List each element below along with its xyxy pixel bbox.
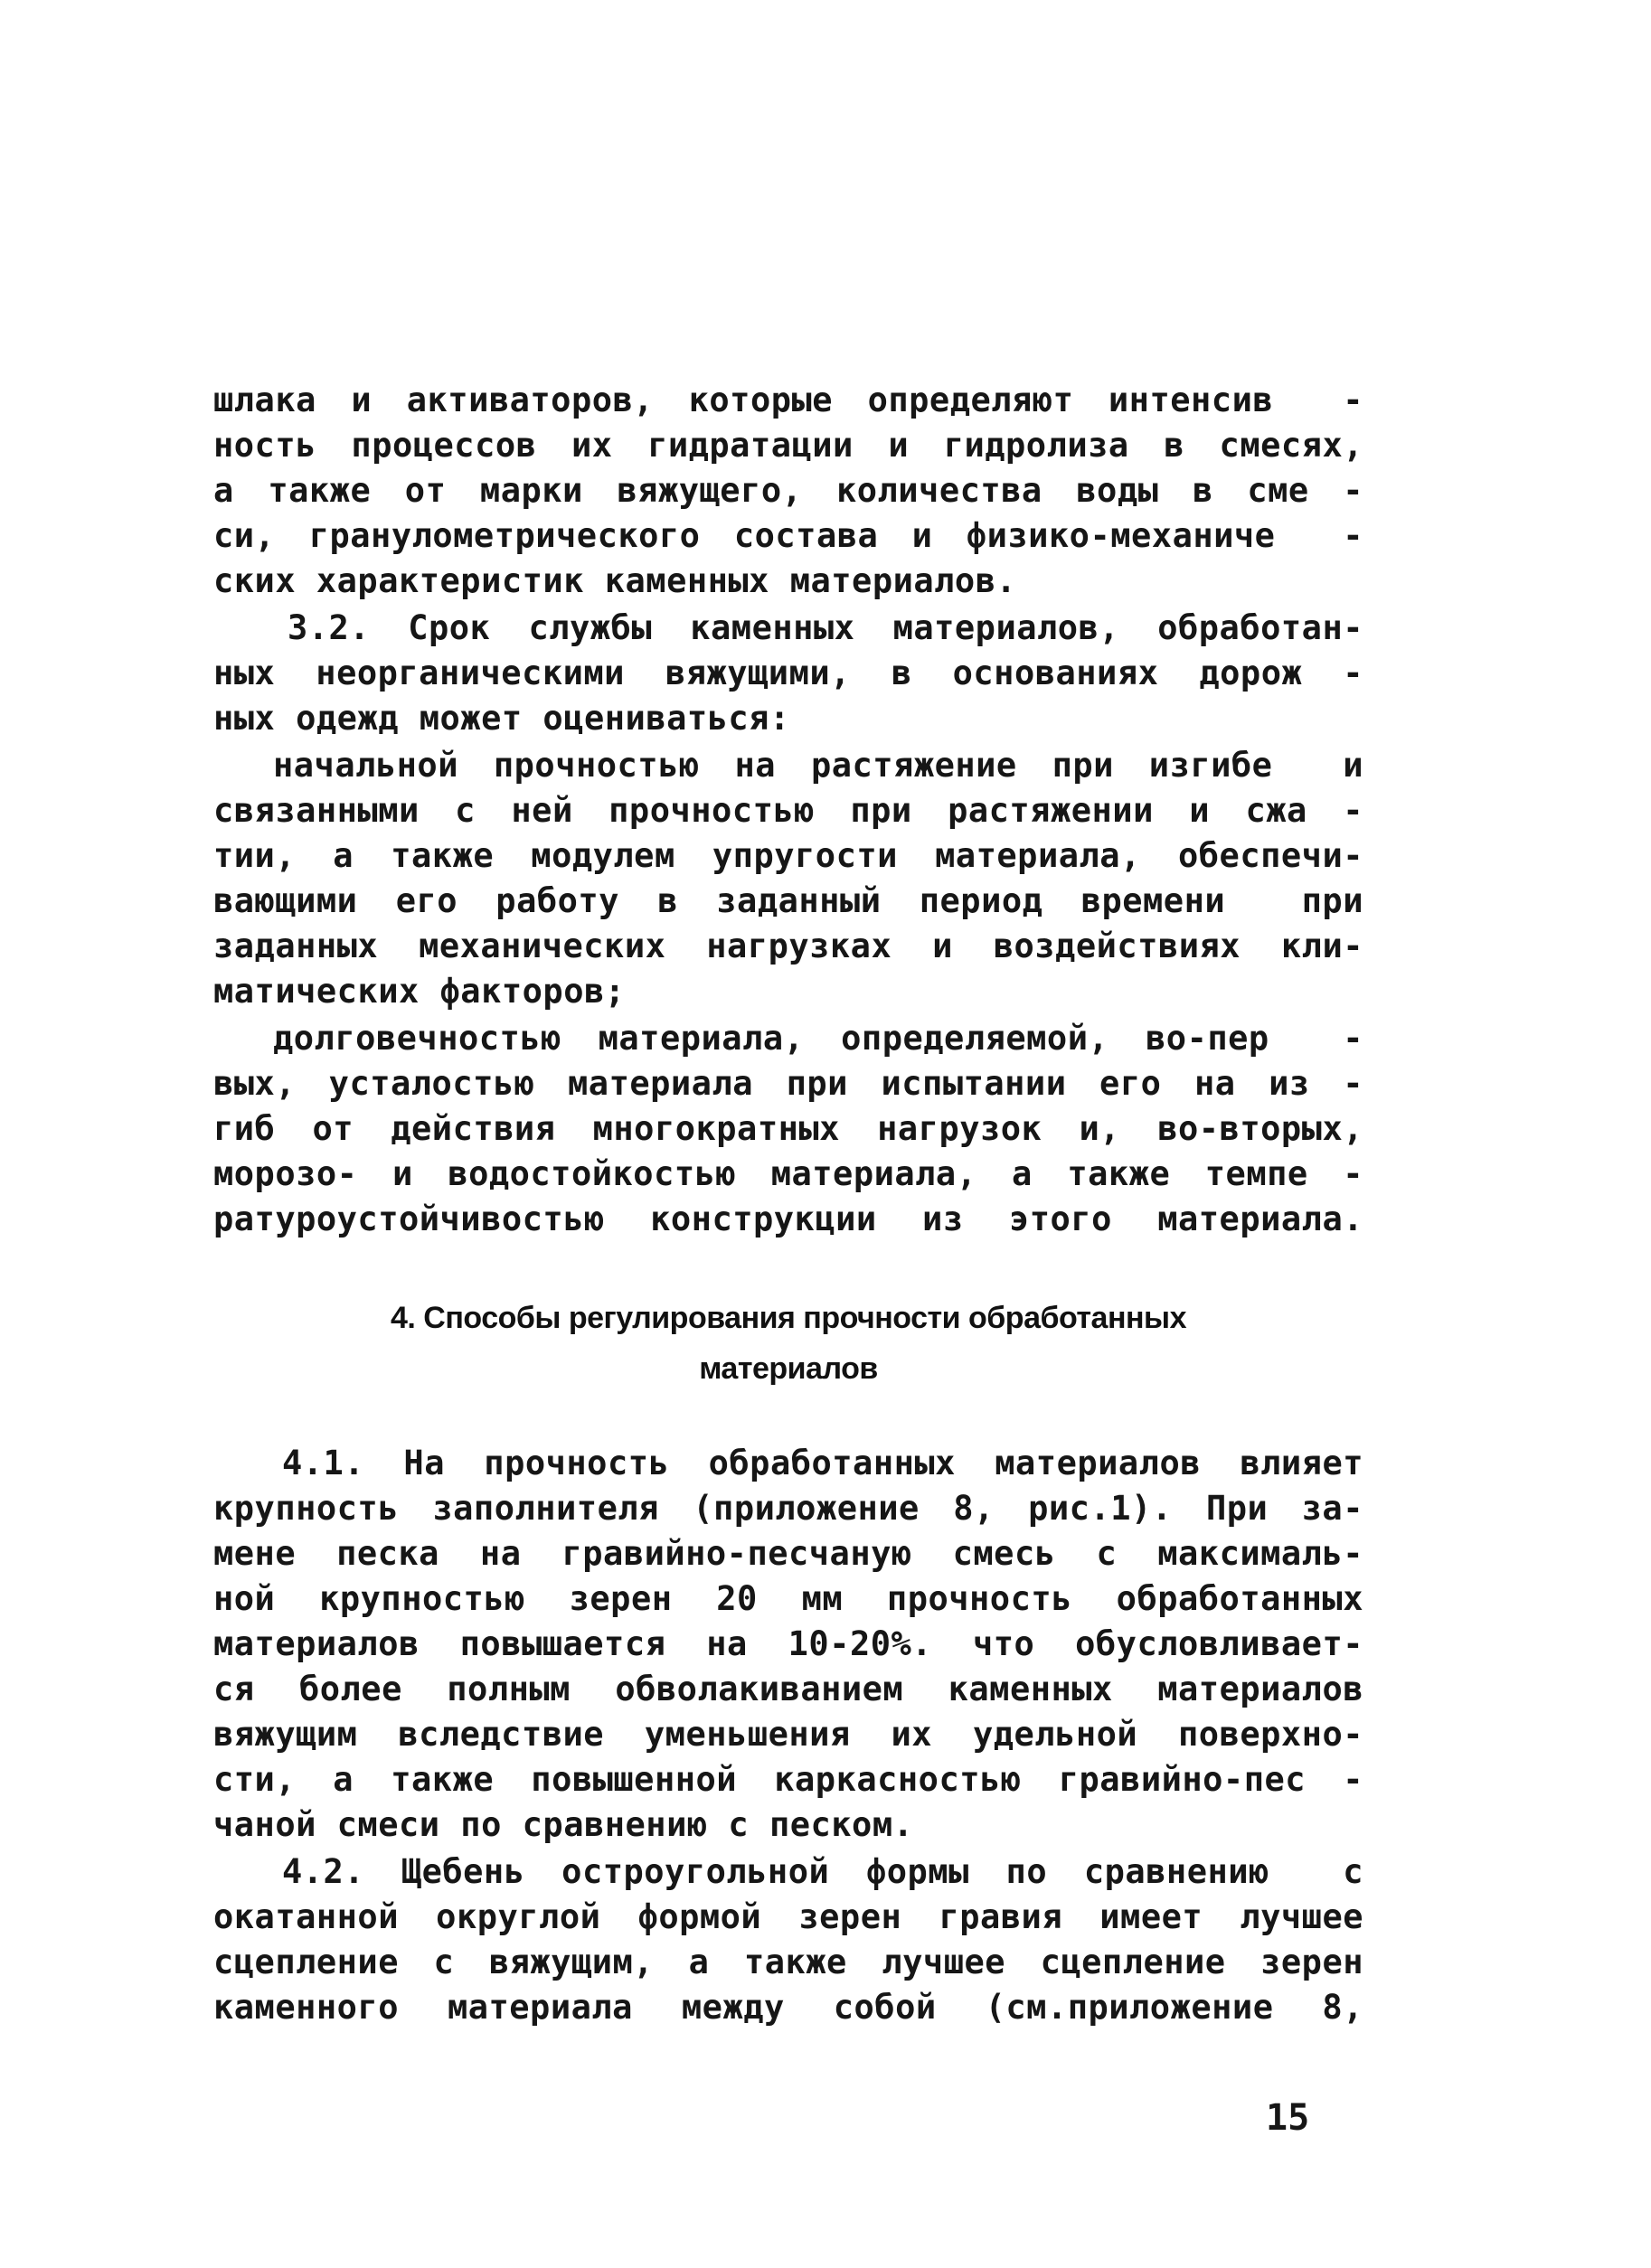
text-line: чаной смеси по сравнению с песком. bbox=[213, 1805, 914, 1844]
text-line: тии, а также модулем упругости материала, обеспечи- bbox=[213, 836, 1363, 875]
text-line: вых, усталостью материала при испытании его на из - bbox=[213, 1064, 1363, 1103]
text-line: каменного материала между собой (см.приложение 8, bbox=[213, 1988, 1363, 2027]
text-line: 4.2. Щебень остроугольной формы по сравнению с bbox=[282, 1852, 1363, 1891]
text-line: сти, а также повышенной каркасностью гравийно-пес - bbox=[213, 1760, 1363, 1799]
text-line: вяжущим вследствие уменьшения их удельной поверхно- bbox=[213, 1715, 1363, 1754]
text-line: заданных механических нагрузках и воздействиях кли- bbox=[213, 927, 1363, 965]
text-line: ных одежд может оцениваться: bbox=[213, 699, 790, 738]
page-number: 15 bbox=[1266, 2097, 1310, 2139]
text-line: матических факторов; bbox=[213, 972, 626, 1011]
text-line: долговечностью материала, определяемой, во-пер - bbox=[273, 1019, 1363, 1058]
text-line: мене песка на гравийно-песчаную смесь с максималь- bbox=[213, 1534, 1363, 1573]
text-line: ся более полным обволакиванием каменных материалов bbox=[213, 1670, 1363, 1708]
text-line: крупность заполнителя (приложение 8, рис.1). При за- bbox=[213, 1489, 1363, 1528]
text-line: сцепление с вяжущим, а также лучшее сцепление зерен bbox=[213, 1943, 1363, 1981]
text-line: вающими его работу в заданный период времени при bbox=[213, 881, 1363, 920]
text-line: ских характеристик каменных материалов. bbox=[213, 561, 1017, 600]
text-line: ность процессов их гидратации и гидролиза в смесях, bbox=[213, 426, 1363, 465]
text-line: гиб от действия многократных нагрузок и, во-вторых, bbox=[213, 1109, 1363, 1148]
text-line: ратуроустойчивостью конструкции из этого материала. bbox=[213, 1200, 1363, 1238]
text-line: а также от марки вяжущего, количества воды в сме - bbox=[213, 471, 1363, 510]
text-line: связанными с ней прочностью при растяжении и сжа - bbox=[213, 791, 1363, 830]
text-line: ной крупностью зерен 20 мм прочность обработанных bbox=[213, 1579, 1363, 1618]
text-line: морозо- и водостойкостью материала, а также темпе - bbox=[213, 1154, 1363, 1193]
section-heading-continuation: материалов bbox=[699, 1351, 878, 1386]
text-line: си, гранулометрического состава и физико-механиче - bbox=[213, 516, 1363, 555]
section-heading: 4. Способы регулирования прочности обработанных bbox=[391, 1301, 1186, 1335]
text-line: 4.1. На прочность обработанных материалов влияет bbox=[282, 1444, 1363, 1482]
text-line: 3.2. Срок службы каменных материалов, обработан- bbox=[288, 608, 1363, 647]
text-line: начальной прочностью на растяжение при изгибе и bbox=[273, 746, 1363, 785]
text-line: ных неорганическими вяжущими, в основаниях дорож - bbox=[213, 654, 1363, 692]
text-line: шлака и активаторов, которые определяют интенсив - bbox=[213, 381, 1363, 419]
text-line: материалов повышается на 10-20%. что обусловливает- bbox=[213, 1624, 1363, 1663]
text-line: окатанной округлой формой зерен гравия имеет лучшее bbox=[213, 1897, 1363, 1936]
